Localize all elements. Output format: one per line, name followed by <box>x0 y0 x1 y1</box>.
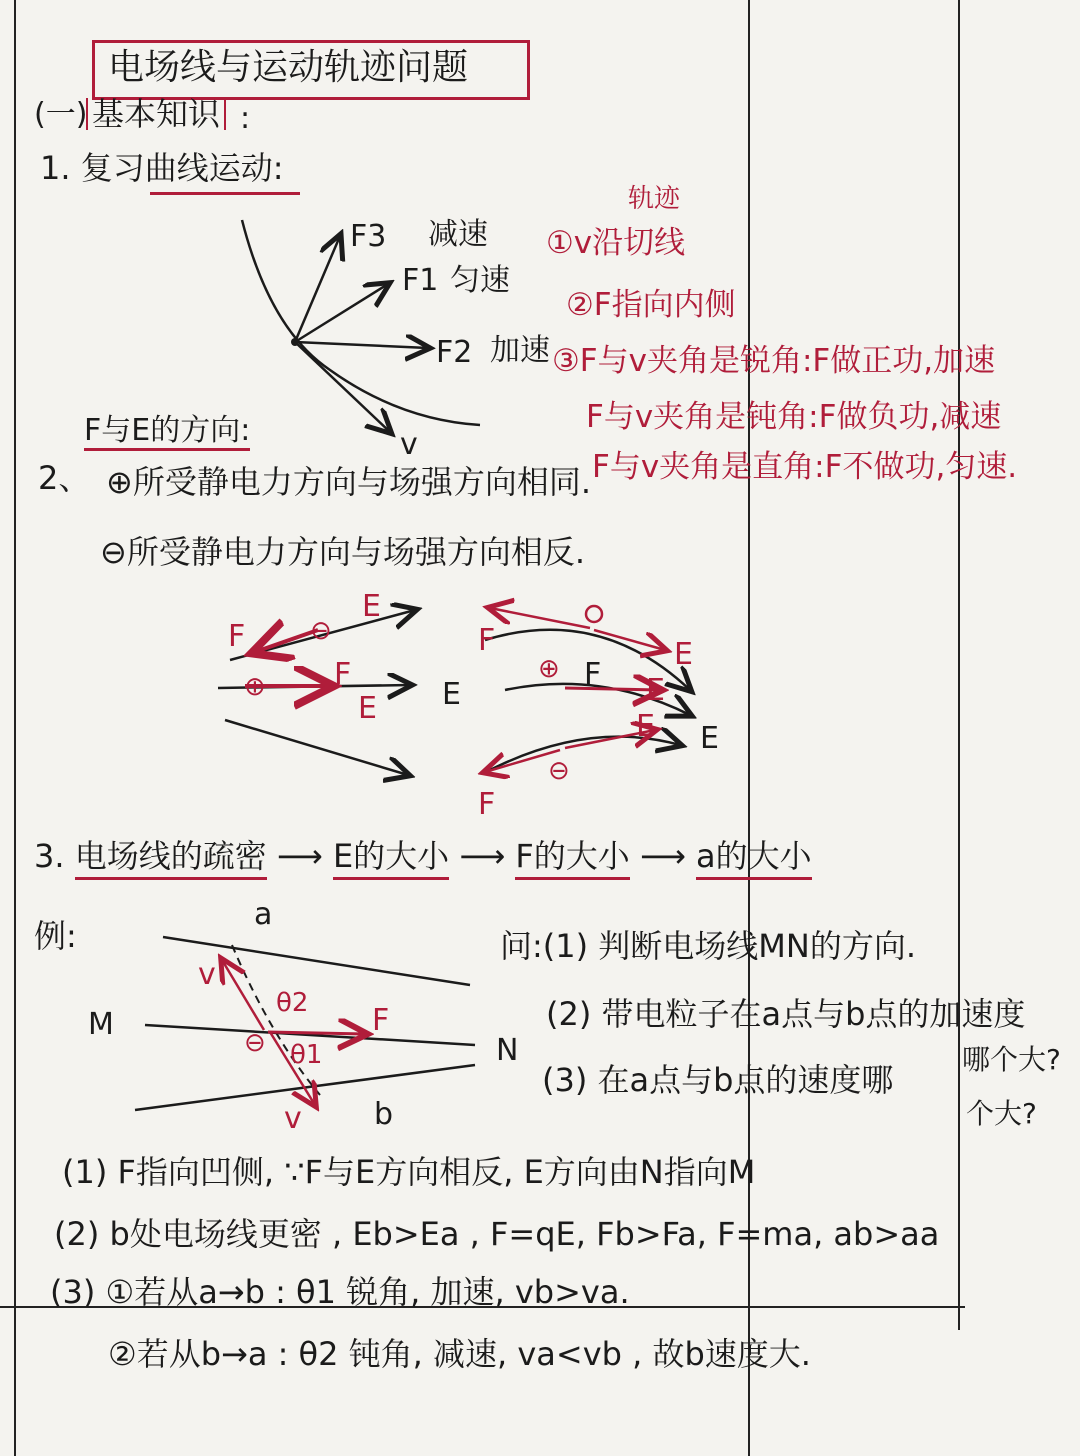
example-M: M <box>88 1007 114 1042</box>
fig2-E-right: E <box>700 721 719 756</box>
item2-minus: ⊖所受静电力方向与场强方向相反. <box>100 533 585 571</box>
item2-label: 2、 <box>38 459 91 497</box>
answer-3a: (3) ①若从a→b : θ1 锐角, 加速, vb>va. <box>50 1273 630 1311</box>
example-theta2: θ2 <box>276 988 309 1018</box>
note-trajectory: 轨迹 <box>628 184 681 214</box>
example-N: N <box>496 1033 519 1068</box>
section-title: 基本知识 <box>86 98 226 130</box>
item1-label: 1. <box>40 149 71 187</box>
fig2-E-3: E <box>674 637 693 672</box>
item3-arrow-2: ⟶ <box>459 837 506 875</box>
page-title: 电场线与运动轨迹问题 <box>108 47 469 88</box>
example-b: b <box>374 1097 394 1132</box>
label-F2-note: 加速 <box>490 333 550 368</box>
note-1: ①v沿切线 <box>546 225 686 261</box>
example-a: a <box>254 897 273 932</box>
question-3b: 个大? <box>966 1097 1037 1130</box>
fig2-E-4: E <box>646 673 665 708</box>
section-number: (一) <box>34 97 88 132</box>
item3-d: a的大小 <box>696 837 812 880</box>
item2-plus: ⊕所受静电力方向与场强方向相同. <box>106 463 591 501</box>
question-3a: (3) 在a点与b点的速度哪 <box>542 1061 894 1099</box>
fig2-F-5: F <box>478 787 496 822</box>
label-v: v <box>400 427 418 462</box>
example-v-bottom: v <box>284 1101 302 1136</box>
note-3a: ③F与v夹角是锐角:F做正功,加速 <box>552 343 996 379</box>
fig2-minus-2: ⊖ <box>548 756 570 786</box>
item3-c: F的大小 <box>515 837 629 880</box>
item1-text: 复习曲线运动: <box>80 149 284 187</box>
fig2-F-3: F <box>478 623 496 658</box>
example-minus: ⊖ <box>244 1028 266 1058</box>
answer-2: (2) b处电场线更密 , Eb>Ea , F=qE, Fb>Fa, F=ma, ab>aa <box>54 1215 940 1253</box>
fig2-E-center: E <box>442 677 461 712</box>
item3-label: 3. <box>34 837 65 875</box>
fig2-plus-1: ⊕ <box>244 672 266 702</box>
example-label: 例: <box>34 917 77 955</box>
answer-1: (1) F指向凹侧, ∵F与E方向相反, E方向由N指向M <box>62 1153 756 1191</box>
example-F: F <box>372 1003 390 1038</box>
fig2-minus-1: ⊖ <box>310 616 332 646</box>
fig2-F-1: F <box>228 619 246 654</box>
section-colon: : <box>240 101 251 136</box>
fig2-E-5: E <box>636 709 655 744</box>
question-1-text: (1) 判断电场线MN的方向. <box>542 927 917 965</box>
fig2-E-1: E <box>362 589 381 624</box>
label-F1-note: 匀速 <box>450 263 510 298</box>
label-F2: F2 <box>436 335 473 370</box>
question-2b: 哪个大? <box>962 1043 1061 1076</box>
force-F3-arrow <box>295 236 340 342</box>
label-F3-note: 减速 <box>428 217 488 252</box>
note-3c: F与v夹角是直角:F不做功,匀速. <box>592 449 1018 485</box>
note-3b: F与v夹角是钝角:F做负功,减速 <box>586 399 1002 435</box>
fe-direction-heading: F与E的方向: <box>84 416 250 451</box>
item3-line <box>34 837 812 875</box>
question-intro: 问: <box>500 927 543 965</box>
force-F1-arrow <box>295 284 388 342</box>
note-2: ②F指向内侧 <box>566 287 736 323</box>
example-theta1: θ1 <box>290 1040 323 1070</box>
force-F2-arrow <box>295 342 428 348</box>
label-F1: F1 <box>402 263 439 298</box>
fig2-F-4: F <box>584 657 602 692</box>
velocity-v-arrow <box>295 342 390 432</box>
question-1 <box>500 927 917 965</box>
fig2-plus-2: ⊕ <box>538 654 560 684</box>
item3-b: E的大小 <box>333 837 449 880</box>
figure3-example <box>135 937 475 1110</box>
example-v-top: v <box>198 957 216 992</box>
fig2-F-2: F <box>334 657 352 692</box>
item3-a: 电场线的疏密 <box>75 837 267 880</box>
question-2a: (2) 带电粒子在a点与b点的加速度 <box>546 995 1026 1033</box>
label-F3: F3 <box>350 219 387 254</box>
item3-arrow-3: ⟶ <box>639 837 686 875</box>
item3-arrow-1: ⟶ <box>276 837 323 875</box>
fig2-E-2: E <box>358 691 377 726</box>
answer-3b: ②若从b→a : θ2 钝角, 减速, va<vb , 故b速度大. <box>108 1335 811 1373</box>
